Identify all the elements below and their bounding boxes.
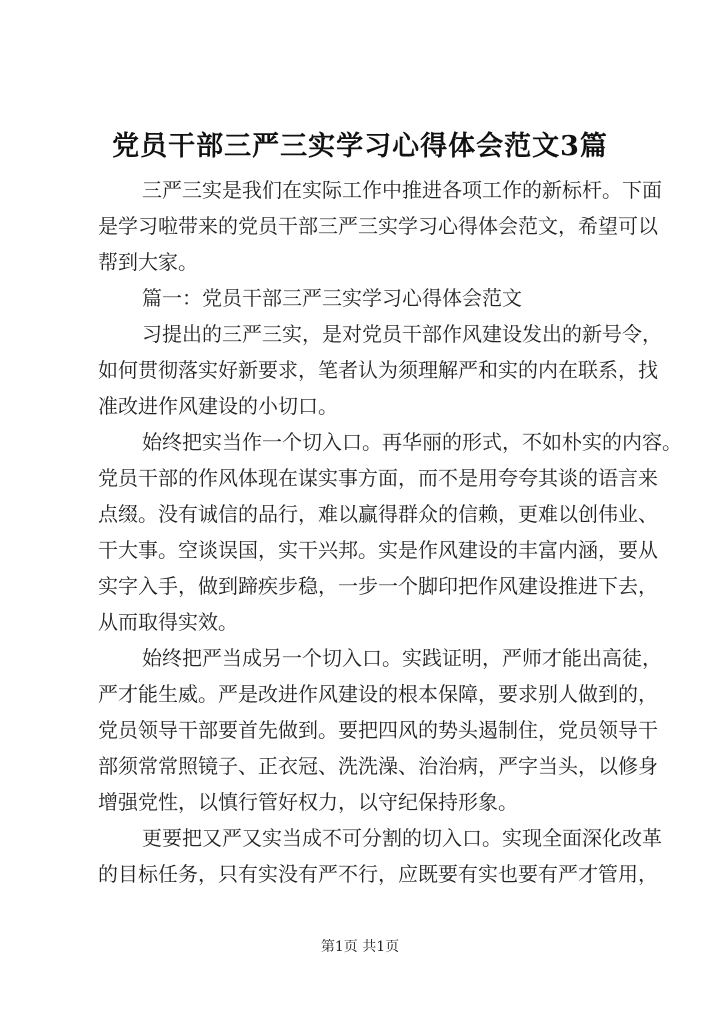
text-line: 是学习啦带来的党员干部三严三实学习心得体会范文，希望可以 <box>98 214 658 238</box>
document-body <box>98 172 682 892</box>
text-line: 严才能生威。严是改进作风建设的根本保障，要求别人做到的， <box>98 682 658 706</box>
text-line: 增强党性，以慎行管好权力，以守纪保持形象。 <box>98 790 518 814</box>
text-line: 习提出的三严三实，是对党员干部作风建设发出的新号令， <box>142 322 662 346</box>
text-line: 帮到大家。 <box>98 250 198 274</box>
text-line: 三严三实是我们在实际工作中推进各项工作的新标杆。下面 <box>142 178 662 202</box>
text-line: 始终把严当成另一个切入口。实践证明，严师才能出高徒， <box>142 646 662 670</box>
text-line: 党员领导干部要首先做到。要把四风的势头遏制住，党员领导干 <box>98 718 658 742</box>
text-line: 党员干部的作风体现在谋实事方面，而不是用夸夸其谈的语言来 <box>98 466 658 490</box>
text-line: 的目标任务，只有实没有严不行，应既要有实也要有严才管用， <box>98 862 658 886</box>
text-line: 更要把又严又实当成不可分割的切入口。实现全面深化改革 <box>142 826 662 850</box>
text-line: 干大事。空谈误国，实干兴邦。实是作风建设的丰富内涵，要从 <box>98 538 658 562</box>
text-line: 实字入手，做到蹄疾步稳，一步一个脚印把作风建设推进下去， <box>98 574 658 598</box>
text-line: 点缀。没有诚信的品行，难以赢得群众的信赖，更难以创伟业、 <box>98 502 658 526</box>
text-line: 从而取得实效。 <box>98 610 238 634</box>
section-heading: 篇一：党员干部三严三实学习心得体会范文 <box>142 286 522 310</box>
page-number: 第1页 共1页 <box>320 939 400 955</box>
text-line: 如何贯彻落实好新要求，笔者认为须理解严和实的内在联系，找 <box>98 358 658 382</box>
text-line: 始终把实当作一个切入口。再华丽的形式，不如朴实的内容。 <box>142 430 682 454</box>
document-title: 党员干部三严三实学习心得体会范文3篇 <box>112 131 608 162</box>
text-line: 准改进作风建设的小切口。 <box>98 394 338 418</box>
text-line: 部须常常照镜子、正衣冠、洗洗澡、治治病，严字当头，以修身 <box>98 754 658 778</box>
